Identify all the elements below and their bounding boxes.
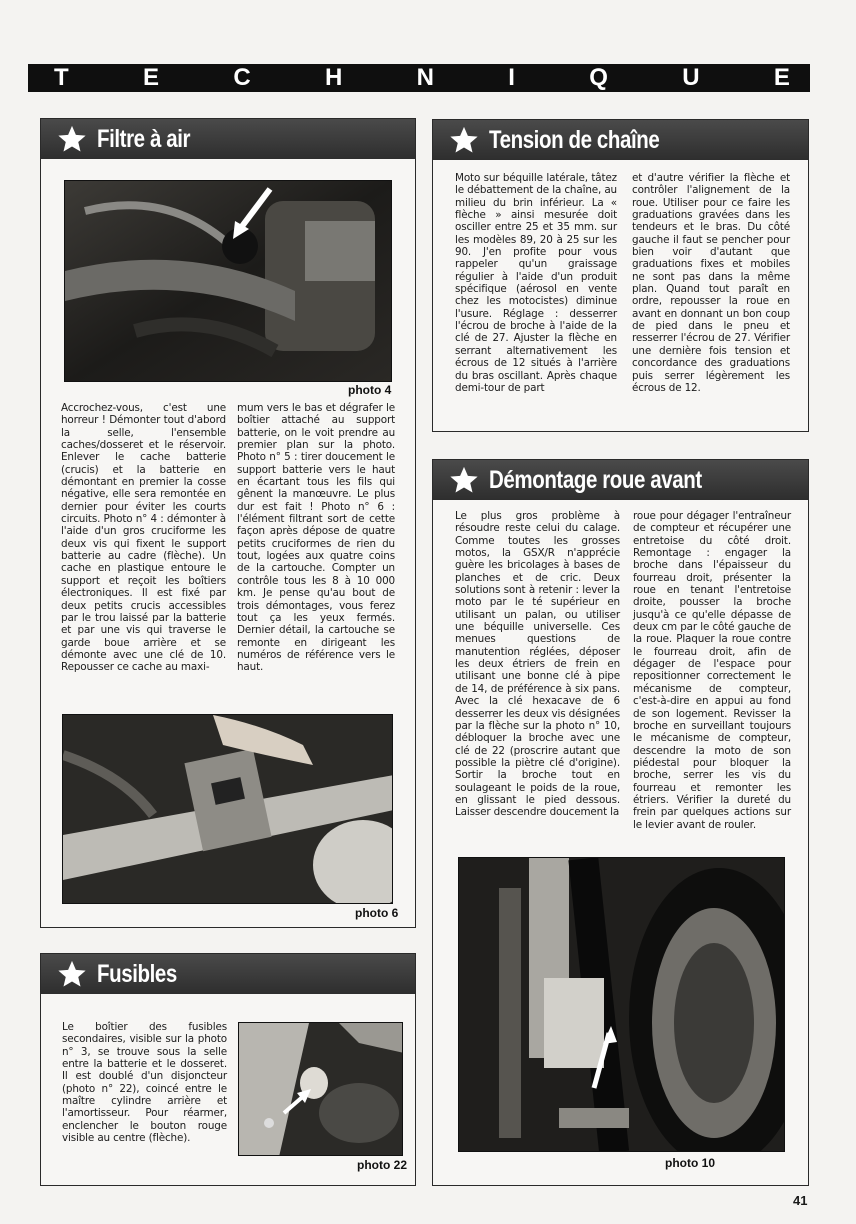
star-icon xyxy=(57,959,87,989)
star-icon xyxy=(449,125,479,155)
technique-banner xyxy=(28,64,810,92)
section-title: Filtre à air xyxy=(97,124,191,153)
page-number: 41 xyxy=(793,1193,808,1208)
section-title: Démontage roue avant xyxy=(489,465,702,494)
banner-letter: H xyxy=(324,64,343,91)
section-title: Tension de chaîne xyxy=(489,125,660,154)
text-column: Moto sur béquille latérale, tâtez le débattement de la chaîne, au milieu du brin inférieur. La « flèche » ainsi mesurée doit osciller entre 25 et 35 mm. sur les modèles 89, 20 à 25 sur les 90. J'en profite pour vous rappeler qu'un graissage régulier à l'aide d'un produit spécifique (aérosol en vente chez les motocistes) diminue l'usure. Réglage : desserrer l'écrou de broche à l'aide de la clé de 27. Ajuster la flèche en serrant alternativement les écrous de 12 situés à l'arrière du bras oscillant. Après chaque demi-tour de part xyxy=(455,172,617,394)
section-title: Fusibles xyxy=(97,959,177,988)
photo-4-image xyxy=(64,180,392,382)
star-icon xyxy=(57,124,87,154)
star-icon xyxy=(449,465,479,495)
banner-letter: T xyxy=(54,64,69,91)
banner-letter: E xyxy=(142,64,159,91)
photo-caption: photo 10 xyxy=(665,1156,715,1170)
photo-22-image xyxy=(238,1022,403,1156)
text-column: Le plus gros problème à résoudre reste celui du calage. Comme toutes les grosses motos, la GSX/R n'apprécie guère les bricolages à bases de planches et de cric. Deux solutions sont à retenir : lever la moto par le té supérieur en utilisant un palan, ou utiliser une béquille universelle. Ces menues questions de manutention réglées, déposer les deux étriers de frein en utilisant une bonne clé à pipe de 14, de préférence à six pans. Avec la clé hexacave de 6 desserrer les deux vis désignées par la flèche sur la photo n° 10, débloquer la broche avec une clé de 22 (proscrire autant que possible la piètre clé d'origine). Sortir la broche tout en soulageant le poids de la roue, en glissant le pied dessous. Laisser descendre doucement la xyxy=(455,510,620,819)
text-column: mum vers le bas et dégrafer le boîtier attaché au support batterie, on le voit prendre au premier plan sur la photo. Photo n° 5 : tirer doucement le support batterie vers le haut en écartant tous les fils qui gênent la manœuvre. Le plus dur est fait ! Photo n° 6 : l'élément filtrant sort de cette façon après dépose de quatre petits cruciformes de rien du tout, logées aux quatre coins de la cartouche. Compter un contrôle tous les 8 à 10 000 km. Je pense qu'au bout de trois démontages, vous ferez tout ça les yeux fermés. Dernier détail, la cartouche se remonte en dirigeant les numéros de référence vers le haut. xyxy=(237,402,395,674)
banner-letter: Q xyxy=(589,64,608,91)
filtre-header xyxy=(41,119,415,159)
tension-header xyxy=(433,120,808,160)
text-column: Le boîtier des fusibles secondaires, visible sur la photo n° 3, se trouve sous la selle entre la batterie et le dosseret. Il est doublé d'un disjoncteur (photo n° 22), coincé entre le maître cylindre arrière et l'amortisseur. Pour réarmer, enclencher le bouton rouge visible au centre (flèche). xyxy=(62,1021,227,1145)
banner-letter: E xyxy=(773,64,790,91)
text-column: roue pour dégager l'entraîneur de compteur et récupérer une entretoise du côté droit. Remontage : engager la broche dans l'épaisseur du fourreau droit, présenter la roue en tenant l'entretoise droite, pousser la broche jusqu'à ce qu'elle dépasse de deux cm par le côté gauche de la roue. Plaquer la roue contre le fourreau droit, afin de dégager de l'espace pour repositionner correctement le mécanisme de compteur, c'est-à-dire en appui au fond de son logement. Revisser la broche en surveillant toujours le mécanisme de compteur, descendre la moto de son piédestal pour bloquer la broche, serrer les vis du fourreau et remonter les étriers. Vérifier la dureté du frein par quelques actions sur le levier avant de rouler. xyxy=(633,510,791,831)
photo-caption: photo 6 xyxy=(355,906,399,920)
banner-letter: U xyxy=(682,64,700,91)
text-column: Accrochez-vous, c'est une horreur ! Démonter tout d'abord la selle, l'ensemble caches/dosseret et le réservoir. Enlever le cache batterie (crucis) et la batterie en démontant en premier la cosse négative, elle sera remontée en dernier pour éviter les courts circuits. Photo n° 4 : démonter à l'aide d'un gros cruciforme les deux vis qui fixent le support batterie au cadre (flèche). Un cache en plastique entoure le support et reçoit les boîtiers électroniques. Il est fixé par deux petits crucis accessibles par le trou laissé par la batterie et par une vis qui traverse le garde boue arrière et se démonte avec une clé de 10. Repousser ce cache au maxi- xyxy=(61,402,226,674)
banner-letter: I xyxy=(508,64,515,91)
photo-10-image xyxy=(458,857,785,1152)
text-column: et d'autre vérifier la flèche et contrôler l'alignement de la roue. Utiliser pour ce faire les graduations gravées dans les tendeurs et le bras. Du côté gauche il faut se pencher pour bien voir d'autant que graduations fixes et mobiles ne sont pas dans la même plan. Quand tout paraît en ordre, repousser la roue en avant en donnant un bon coup de pied dans le pneu et resserrer l'écrou de 27. Vérifier une dernière fois tension et concordance des graduations puis serrer légèrement les écrous de 12. xyxy=(632,172,790,394)
demontage-header xyxy=(433,460,808,500)
fusibles-header xyxy=(41,954,415,994)
photo-caption: photo 4 xyxy=(348,383,392,397)
photo-caption: photo 22 xyxy=(357,1158,407,1172)
banner-letter: N xyxy=(416,64,434,91)
photo-6-image xyxy=(62,714,393,904)
banner-letter: C xyxy=(233,64,251,91)
